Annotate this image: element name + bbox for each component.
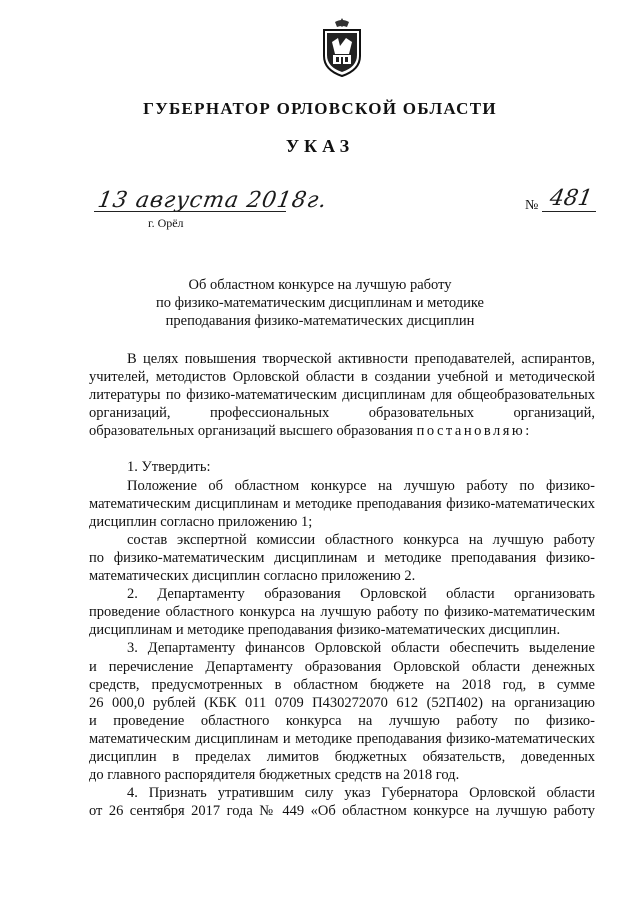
text-line: организаций, профессиональных образовательных организаций, <box>89 405 595 422</box>
document-body <box>89 350 595 820</box>
date-handwritten: 13 августа 2018г. <box>95 188 330 213</box>
text-line: 26 000,0 рублей (КБК 011 0709 П430272070 612 (52П402) на организацию <box>89 694 595 711</box>
text-line: дисциплинам и методике преподавания физико-математических дисциплин. <box>89 622 561 639</box>
text-line: и проведение областного конкурса на лучшую работу по физико- <box>89 712 595 729</box>
text-line: учителей, методистов Орловской области в создании учебной и методической <box>89 369 595 386</box>
text-line: В целях повышения творческой активности преподавателей, аспирантов, <box>127 351 595 367</box>
coat-of-arms-icon <box>318 16 366 78</box>
text-line: 3. Департаменту финансов Орловской области обеспечить выделение <box>127 640 595 657</box>
text-line: математических дисциплин согласно приложению 2. <box>89 568 416 585</box>
text-line: дисциплин в пределах лимитов бюджетных обязательств, доведенных <box>89 748 595 765</box>
text-line: по физико-математическим дисциплинам и методике преподавания физико- <box>89 549 595 566</box>
document-title <box>0 276 640 330</box>
text-line: 2. Департаменту образования Орловской области организовать <box>127 586 595 603</box>
text-line <box>89 422 595 440</box>
text-line: средств, предусмотренных в областном бюджете на 2018 год, в сумме <box>89 676 595 693</box>
title-line: Об областном конкурсе на лучшую работу <box>188 277 452 293</box>
preamble-text: образовательных организаций высшего образования <box>89 423 413 440</box>
text-line: 4. Признать утратившим силу указ Губернатора Орловской области <box>127 785 595 802</box>
issuer-heading: ГУБЕРНАТОР ОРЛОВСКОЙ ОБЛАСТИ <box>143 99 497 118</box>
text-line: от 26 сентября 2017 года № 449 «Об областном конкурсе на лучшую работу <box>89 803 595 820</box>
item-heading: 1. Утвердить: <box>127 459 211 476</box>
text-line: проведение областного конкурса на лучшую работу по физико-математическим <box>89 604 595 621</box>
text-line: математическим дисциплинам и методике преподавания физико-математических <box>89 495 595 512</box>
text-line: Положение об областном конкурсе на лучшую работу по физико- <box>127 477 595 494</box>
document-type-heading: УКАЗ <box>285 136 355 156</box>
decree-word: постановляю: <box>416 423 532 440</box>
title-line: по физико-математическим дисциплинам и методике <box>155 295 484 311</box>
text-line: математическим дисциплинам и методике преподавания физико-математических <box>89 730 595 747</box>
text-line: дисциплин согласно приложению 1; <box>89 513 313 530</box>
text-line: до главного распорядителя бюджетных средств на 2018 год. <box>89 767 460 784</box>
text-line: и перечисление Департаменту образования Орловской области денежных <box>89 658 595 675</box>
text-line: состав экспертной комиссии областного конкурса на лучшую работу <box>127 531 595 548</box>
number-label: № <box>525 198 539 213</box>
number-handwritten: 481 <box>547 186 595 211</box>
number-underline <box>542 211 596 212</box>
title-line: преподавания физико-математических дисциплин <box>165 313 475 329</box>
text-line: литературы по физико-математическим дисциплинам для общеобразовательных <box>89 387 595 404</box>
city-label: г. Орёл <box>148 216 184 230</box>
date-underline <box>94 211 286 212</box>
